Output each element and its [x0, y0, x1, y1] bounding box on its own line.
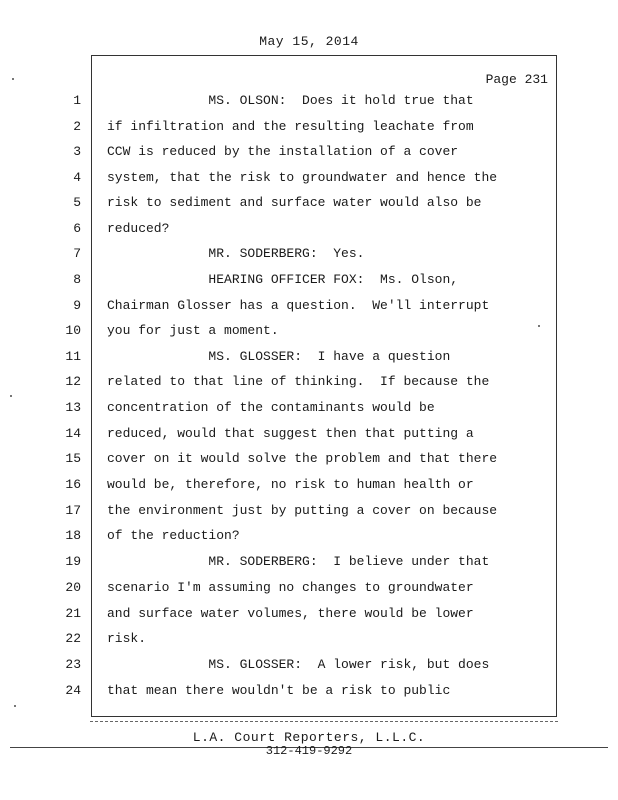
page-number: Page 231 — [485, 72, 548, 87]
transcript-line — [0, 270, 618, 290]
footer-company: L.A. Court Reporters, L.L.C. — [192, 730, 426, 745]
line-number: 5 — [73, 195, 81, 210]
transcript-line — [0, 372, 618, 392]
line-text: scenario I'm assuming no changes to groundwater — [107, 580, 474, 595]
line-number: 9 — [73, 298, 81, 313]
line-number: 10 — [65, 323, 81, 338]
transcript-line — [0, 193, 618, 213]
transcript-line — [0, 629, 618, 649]
line-number: 2 — [73, 119, 81, 134]
line-text: of the reduction? — [107, 528, 240, 543]
line-text: reduced, would that suggest then that putting a — [107, 426, 474, 441]
line-text: related to that line of thinking. If because the — [107, 374, 490, 389]
line-text: HEARING OFFICER FOX: Ms. Olson, — [107, 272, 459, 287]
line-number: 24 — [65, 683, 81, 698]
line-text: if infiltration and the resulting leachate from — [107, 119, 474, 134]
line-number: 13 — [65, 400, 81, 415]
line-text: system, that the risk to groundwater and hence the — [107, 170, 498, 185]
line-number: 11 — [65, 349, 81, 364]
line-text: MR. SODERBERG: I believe under that — [107, 554, 490, 569]
line-text: that mean there wouldn't be a risk to public — [107, 683, 451, 698]
line-text: Chairman Glosser has a question. We'll interrupt — [107, 298, 490, 313]
line-number: 8 — [73, 272, 81, 287]
line-number: 15 — [65, 451, 81, 466]
line-number: 17 — [65, 503, 81, 518]
line-number: 3 — [73, 144, 81, 159]
line-text: CCW is reduced by the installation of a cover — [107, 144, 459, 159]
scan-speck — [10, 395, 12, 397]
line-text: the environment just by putting a cover on because — [107, 503, 498, 518]
line-text: concentration of the contaminants would be — [107, 400, 435, 415]
line-number: 20 — [65, 580, 81, 595]
line-text: MR. SODERBERG: Yes. — [107, 246, 365, 261]
line-number: 1 — [73, 93, 81, 108]
line-text: risk. — [107, 631, 147, 646]
line-text: MS. OLSON: Does it hold true that — [107, 93, 474, 108]
transcript-line — [0, 449, 618, 469]
line-number: 4 — [73, 170, 81, 185]
footer-phone: 312-419-9292 — [265, 744, 353, 758]
line-number: 22 — [65, 631, 81, 646]
line-text: MS. GLOSSER: I have a question — [107, 349, 451, 364]
transcript-line — [0, 475, 618, 495]
transcript-line — [0, 296, 618, 316]
transcript-line — [0, 501, 618, 521]
transcript-line — [0, 681, 618, 701]
line-number: 18 — [65, 528, 81, 543]
transcript-line — [0, 424, 618, 444]
line-text: would be, therefore, no risk to human health or — [107, 477, 474, 492]
transcript-line — [0, 219, 618, 239]
line-number: 14 — [65, 426, 81, 441]
transcript-line — [0, 398, 618, 418]
line-number: 7 — [73, 246, 81, 261]
line-number: 6 — [73, 221, 81, 236]
transcript-line — [0, 552, 618, 572]
transcript-line — [0, 347, 618, 367]
line-number: 12 — [65, 374, 81, 389]
scan-speck — [14, 705, 16, 707]
transcript-line — [0, 142, 618, 162]
transcript-line — [0, 321, 618, 341]
line-text: MS. GLOSSER: A lower risk, but does — [107, 657, 490, 672]
line-number: 16 — [65, 477, 81, 492]
line-number: 23 — [65, 657, 81, 672]
transcript-line — [0, 526, 618, 546]
line-text: you for just a moment. — [107, 323, 279, 338]
transcript-line — [0, 244, 618, 264]
line-text: and surface water volumes, there would be lower — [107, 606, 474, 621]
line-number: 19 — [65, 554, 81, 569]
transcript-line — [0, 91, 618, 111]
line-text: cover on it would solve the problem and that there — [107, 451, 498, 466]
header-date: May 15, 2014 — [259, 34, 359, 49]
scan-speck — [12, 78, 14, 80]
line-text: reduced? — [107, 221, 170, 236]
line-number: 21 — [65, 606, 81, 621]
transcript-line — [0, 117, 618, 137]
transcript-line — [0, 578, 618, 598]
transcript-line — [0, 168, 618, 188]
transcript-line — [0, 604, 618, 624]
line-text: risk to sediment and surface water would also be — [107, 195, 482, 210]
scan-speck — [538, 325, 540, 327]
transcript-line — [0, 655, 618, 675]
